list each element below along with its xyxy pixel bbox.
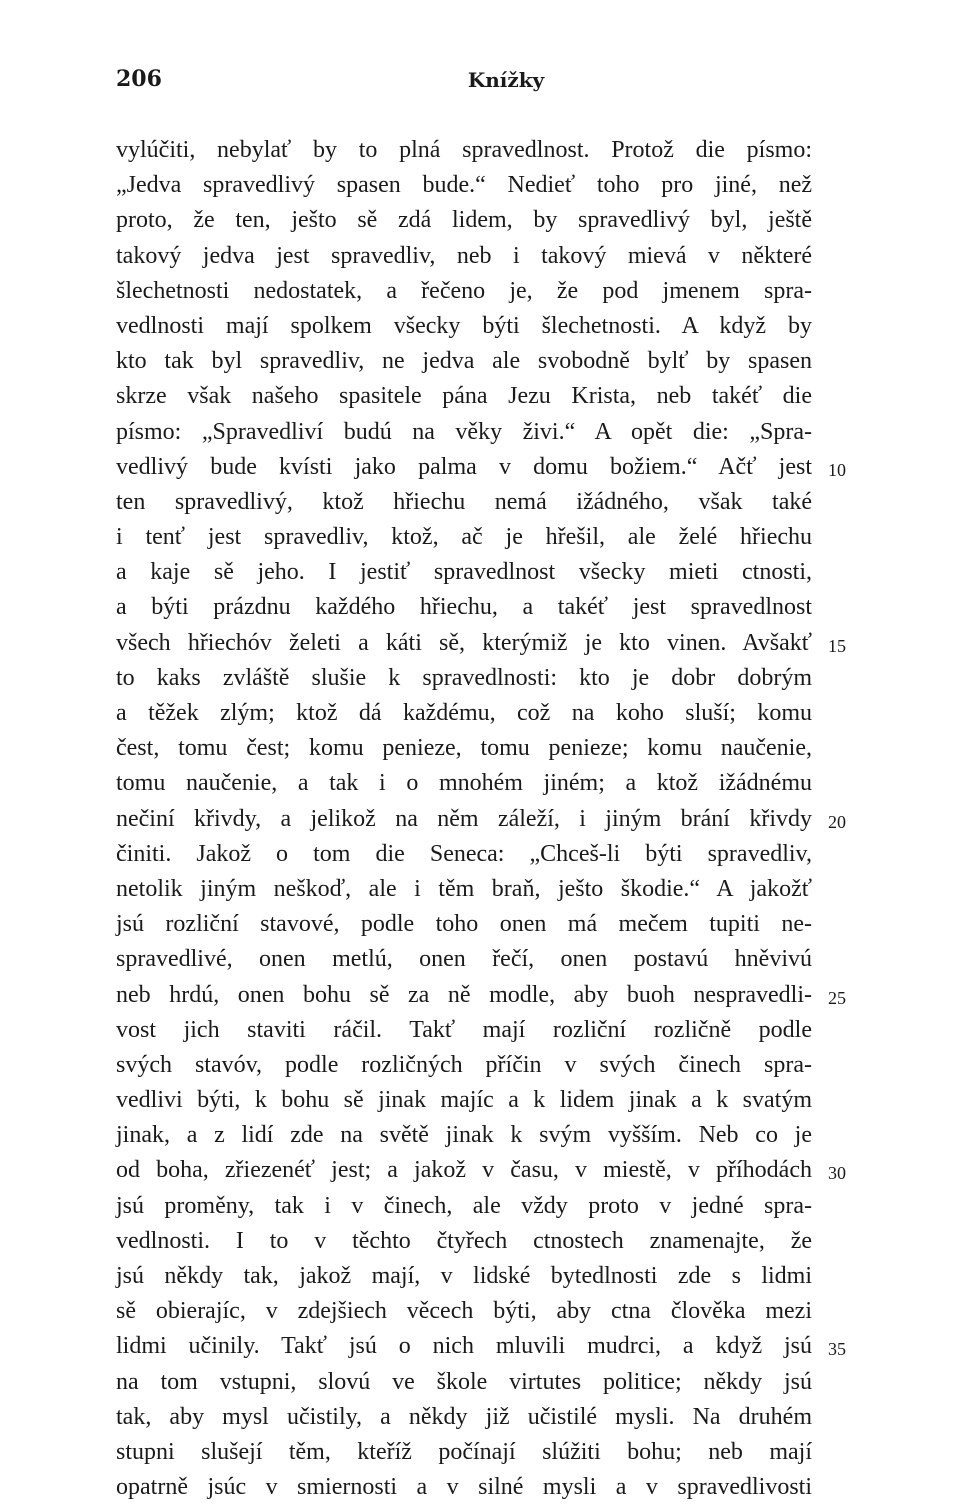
text-line-content: vost jich staviti ráčil. Takť mají rozliční rozličně podle xyxy=(116,1016,812,1043)
body-text xyxy=(116,133,846,1505)
text-line xyxy=(116,837,812,872)
text-line-content: vedlivý bude kvísti jako palma v domu božiem.“ Ačť jest xyxy=(116,453,812,480)
text-line-content: šlechetnosti nedostatek, a řečeno je, že pod jmenem spra- xyxy=(116,277,812,304)
text-line xyxy=(116,450,846,485)
text-line-content: neb hrdú, onen bohu sě za ně modle, aby buoh nespravedli- xyxy=(116,981,812,1008)
text-line-content: na tom vstupni, slovú ve škole virtutes politice; někdy jsú xyxy=(116,1368,812,1395)
page-header xyxy=(116,66,812,102)
text-line-content: skrze však našeho spasitele pána Jezu Krista, neb takéť die xyxy=(116,383,812,410)
text-line xyxy=(116,1365,812,1400)
text-line xyxy=(116,1470,812,1505)
text-line xyxy=(116,1048,812,1083)
text-line-content: a kaje sě jeho. I jestiť spravedlnost všecky mieti ctnosti, xyxy=(116,559,812,586)
text-line xyxy=(116,344,812,379)
text-line xyxy=(116,1083,812,1118)
page-number: 206 xyxy=(116,66,162,92)
text-line-content: jsú někdy tak, jakož mají, v lidské bytedlnosti zde s lidmi xyxy=(116,1263,812,1289)
text-line-content: ten spravedlivý, ktož hřiechu nemá ižádného, však také xyxy=(116,488,812,515)
text-line-content: stupni slušejí těm, kteříž počínají slúžiti bohu; neb mají xyxy=(116,1438,812,1465)
running-title: Knížky xyxy=(467,68,545,92)
line-number: 10 xyxy=(828,459,846,480)
text-line xyxy=(116,696,812,731)
text-line-content: čest, tomu čest; komu penieze, tomu penieze; komu naučenie, xyxy=(116,735,812,762)
text-line xyxy=(116,907,812,942)
text-line-content: vedlivi býti, k bohu sě jinak majíc a k lidem jinak a k svatým xyxy=(116,1087,812,1114)
text-line xyxy=(116,1189,812,1224)
text-line xyxy=(116,802,846,837)
text-line xyxy=(116,133,812,168)
text-line-content: tomu naučenie, a tak i o mnohém jiném; a ktož ižádnému xyxy=(116,770,812,797)
text-line-content: všech hřiechóv želeti a káti sě, kterýmiž je kto vinen. Avšakť xyxy=(116,629,812,656)
text-line xyxy=(116,168,812,203)
text-line xyxy=(116,379,812,414)
line-number: 20 xyxy=(828,811,846,832)
text-line xyxy=(116,942,812,977)
text-line-content: svých stavóv, podle rozličných příčin v svých činech spra- xyxy=(116,1051,812,1078)
text-line xyxy=(116,766,812,801)
text-line-content: nečiní křivdy, a jelikož na něm záleží, i jiným brání křivdy xyxy=(116,805,812,832)
text-line xyxy=(116,274,812,309)
line-number: 30 xyxy=(828,1163,846,1184)
text-line xyxy=(116,485,812,520)
text-line xyxy=(116,520,812,555)
text-line-content: jsú rozliční stavové, podle toho onen má mečem tupiti ne- xyxy=(116,911,812,938)
text-line-content: netolik jiným neškoď, ale i těm braň, ješto škodie.“ A jakožť xyxy=(116,875,812,902)
text-line xyxy=(116,1259,812,1294)
text-line xyxy=(116,555,812,590)
text-line-content: od boha, zřiezenéť jest; a jakož v času, v miestě, v příhodách xyxy=(116,1157,812,1184)
text-line-content: činiti. Jakož o tom die Seneca: „Chceš-li býti spravedliv, xyxy=(116,840,812,867)
text-line xyxy=(116,731,812,766)
text-line-content: tak, aby mysl učistily, a někdy již učistilé mysli. Na druhém xyxy=(116,1403,812,1430)
text-line-content: a býti prázdnu každého hřiechu, a takéť jest spravedlnost xyxy=(116,594,812,621)
text-line xyxy=(116,203,812,238)
line-number: 15 xyxy=(828,635,846,656)
text-line-content: jsú proměny, tak i v činech, ale vždy proto v jedné spra- xyxy=(116,1192,812,1219)
text-line xyxy=(116,1329,846,1364)
text-line-content: sě obierajíc, v zdejšiech věcech býti, aby ctna člověka mezi xyxy=(116,1298,812,1325)
text-line-content: kto tak byl spravedliv, ne jedva ale svobodně bylť by spasen xyxy=(116,348,812,375)
line-number: 35 xyxy=(828,1339,846,1360)
text-line xyxy=(116,661,812,696)
text-line xyxy=(116,978,846,1013)
text-line-content: jinak, a z lidí zde na světě jinak k svým vyšším. Neb co je xyxy=(116,1122,812,1149)
text-line-content: to kaks zvláště slušie k spravedlnosti: kto je dobr dobrým xyxy=(116,664,812,691)
text-line-content: lidmi učinily. Takť jsú o nich mluvili mudrci, a když jsú xyxy=(116,1333,812,1360)
text-line xyxy=(116,1224,812,1259)
text-line xyxy=(116,626,846,661)
text-line xyxy=(116,1400,812,1435)
text-line-content: písmo: „Spravedliví budú na věky živi.“ A opět die: „Spra- xyxy=(116,418,812,445)
text-line-content: opatrně jsúc v smiernosti a v silné mysli a v spravedlivosti xyxy=(116,1474,812,1501)
text-line-content: spravedlivé, onen metlú, onen řečí, onen postavú hněvivú xyxy=(116,946,812,973)
text-line-content: a těžek zlým; ktož dá každému, což na koho sluší; komu xyxy=(116,700,812,726)
text-line-content: „Jedva spravedlivý spasen bude.“ Nedieť toho pro jiné, než xyxy=(116,172,812,199)
text-line xyxy=(116,239,812,274)
text-line-content: proto, že ten, ješto sě zdá lidem, by spravedlivý byl, ještě xyxy=(116,207,812,234)
text-line xyxy=(116,590,812,625)
text-line-content: i tenť jest spravedliv, ktož, ač je hřešil, ale želé hřiechu xyxy=(116,524,812,551)
text-line-content: vylúčiti, nebylať by to plná spravedlnost. Protož die písmo: xyxy=(116,137,812,163)
text-line-content: takový jedva jest spravedliv, neb i takový mievá v některé xyxy=(116,242,812,269)
text-line-content: vedlnosti mají spolkem všecky býti šlechetnosti. A když by xyxy=(116,312,812,339)
text-line xyxy=(116,1153,846,1188)
text-line xyxy=(116,1294,812,1329)
line-number: 25 xyxy=(828,987,846,1008)
text-line xyxy=(116,1118,812,1153)
text-line-content: vedlnosti. I to v těchto čtyřech ctnostech znamenajte, že xyxy=(116,1227,812,1254)
text-line xyxy=(116,872,812,907)
text-line xyxy=(116,309,812,344)
text-line xyxy=(116,415,812,450)
text-line xyxy=(116,1013,812,1048)
